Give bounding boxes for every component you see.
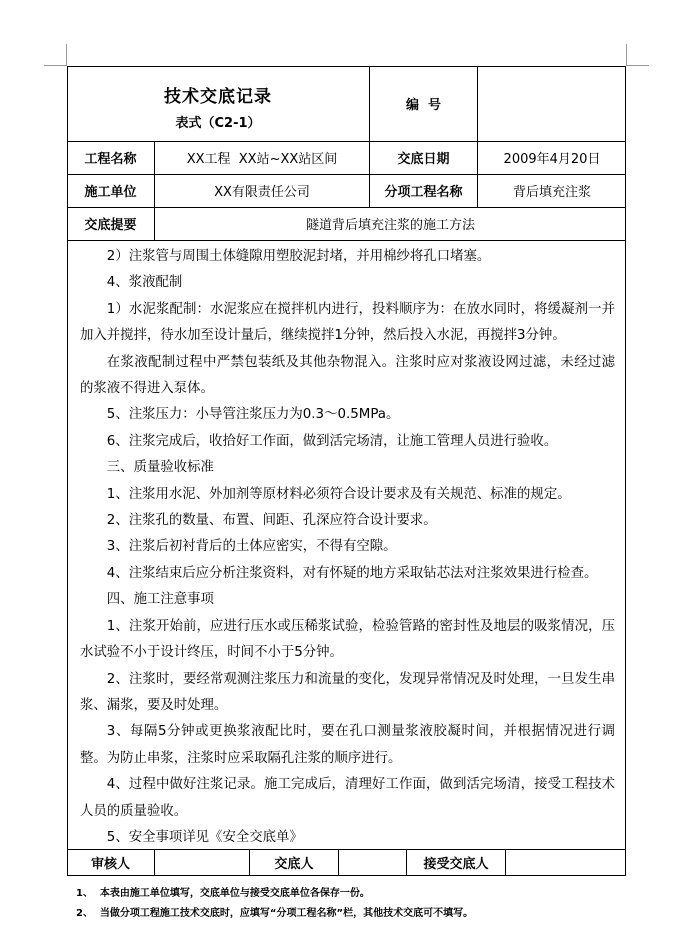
crop-mark [626, 44, 627, 66]
content-paragraph: 3、每隔5分钟或更换浆液配比时，要在孔口测量浆液胶凝时间，并根据情况进行调整。为防止串浆，注浆时应采取隔孔注浆的顺序进行。 [80, 724, 615, 766]
content-paragraph: 2、注浆时，要经常观测注浆压力和流量的变化，发现异常情况及时处理，一旦发生串浆、漏浆，要及时处理。 [80, 671, 615, 713]
contractor-value[interactable]: XX有限责任公司 [214, 185, 310, 200]
content-paragraph: 5、安全事项详见《安全交底单》 [106, 829, 303, 845]
summary-value[interactable]: 隧道背后填充注浆的施工方法 [305, 218, 475, 233]
section-heading: 四、施工注意事项 [106, 592, 214, 608]
footnote: 2、 当做分项工程施工技术交底时，应填写“分项工程名称”栏，其他技术交底可不填写。 [76, 908, 474, 919]
content-paragraph: 6、注浆完成后，收拾好工作面，做到活完场清，让施工管理人员进行验收。 [106, 433, 558, 449]
content-paragraph: 3、注浆后初衬背后的土体应密实，不得有空隙。 [106, 539, 397, 555]
footnote: 1、 本表由施工单位填写，交底单位与接受交底单位各保存一份。 [76, 888, 370, 899]
number-field[interactable] [478, 66, 626, 141]
content-paragraph: 在浆液配制过程中严禁包装纸及其他杂物混入。注浆时应对浆液设网过滤，未经过滤的浆液不得进入泵体。 [80, 354, 615, 397]
content-paragraph: 1、注浆开始前，应进行压水或压稀浆试验，检验管路的密封性及地层的吸浆情况，压水试验不小于设计终压，时间不小于5分钟。 [80, 618, 615, 661]
reviewer-field[interactable] [155, 849, 249, 876]
receiver-field[interactable] [506, 849, 626, 876]
form-title: 技术交底记录 [164, 86, 272, 107]
reviewer-label: 审核人 [90, 857, 130, 872]
content-paragraph: 1）水泥浆配制：水泥浆应在搅拌机内进行，投料顺序为：在放水同时，将缓凝剂一并加入并搅拌，待水加至设计量后，继续搅拌1分钟，然后投入水泥，再搅拌3分钟。 [80, 301, 615, 344]
content-paragraph: 1、注浆用水泥、外加剂等原材料必须符合设计要求及有关规范、标准的规定。 [106, 486, 571, 502]
form-code: 表式（C2-1） [175, 115, 261, 131]
content-paragraph: 4、浆液配制 [106, 275, 183, 291]
row-divider [67, 240, 626, 241]
content-paragraph: 4、过程中做好注浆记录。施工完成后，清理好工作面，做到活完场清，接受工程技术人员的质量验收。 [80, 777, 615, 819]
crop-mark [44, 65, 66, 66]
date-value[interactable]: 2009年4月20日 [503, 152, 601, 167]
crop-mark [627, 65, 649, 66]
project-name-label: 工程名称 [84, 152, 137, 167]
receiver-label: 接受交底人 [423, 857, 489, 872]
footnotes [76, 884, 473, 924]
section-heading: 三、质量验收标准 [106, 460, 214, 476]
subproject-value[interactable]: 背后填充注浆 [512, 185, 591, 200]
project-name-value[interactable]: XX工程 XX站~XX站区间 [186, 152, 338, 167]
disclosure-content [80, 244, 615, 851]
content-paragraph: 5、注浆压力：小导管注浆压力为0.3～0.5MPa。 [106, 407, 400, 423]
date-label: 交底日期 [397, 152, 450, 167]
number-label: 编 号 [405, 98, 442, 113]
summary-label: 交底提要 [84, 218, 137, 233]
subproject-label: 分项工程名称 [384, 185, 463, 200]
discloser-field[interactable] [339, 849, 406, 876]
crop-mark [66, 44, 67, 66]
discloser-label: 交底人 [274, 857, 314, 872]
content-paragraph: 2）注浆管与周围土体缝隙用塑胶泥封堵，并用棉纱将孔口堵塞。 [106, 249, 491, 264]
contractor-label: 施工单位 [84, 185, 137, 200]
content-paragraph: 4、注浆结束后应分析注浆资料，对有怀疑的地方采取钻芯法对注浆效果进行检查。 [106, 565, 598, 581]
content-paragraph: 2、注浆孔的数量、布置、间距、孔深应符合设计要求。 [106, 513, 437, 529]
